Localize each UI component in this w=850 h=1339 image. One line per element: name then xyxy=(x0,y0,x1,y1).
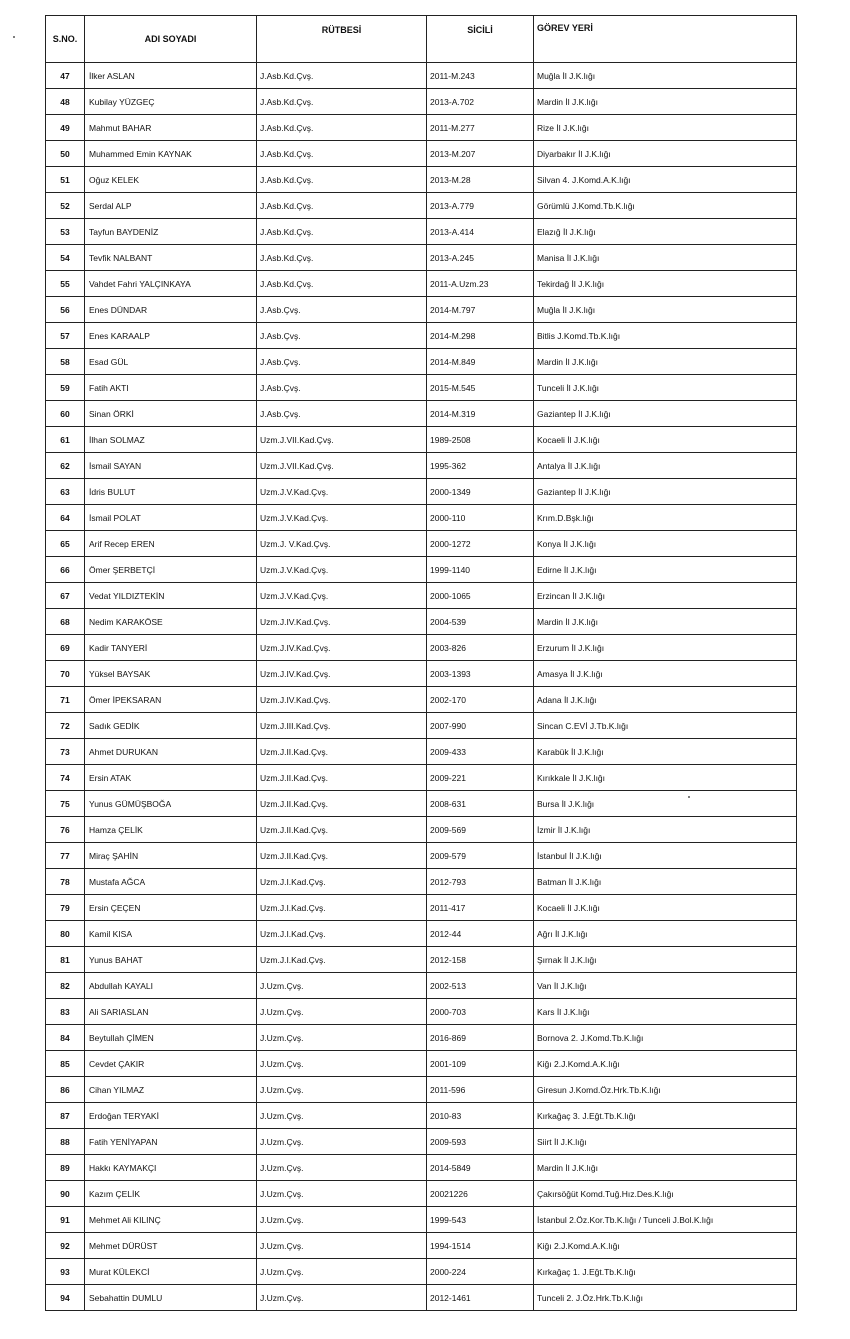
cell-no: 85 xyxy=(46,1051,85,1077)
cell-rank: J.Uzm.Çvş. xyxy=(257,1077,427,1103)
header-rank: RÜTBESİ xyxy=(257,16,427,63)
cell-rank: J.Asb.Kd.Çvş. xyxy=(257,245,427,271)
table-row xyxy=(46,843,797,869)
cell-registry: 2014-M.797 xyxy=(427,297,534,323)
table-row xyxy=(46,1233,797,1259)
cell-no: 92 xyxy=(46,1233,85,1259)
cell-no: 62 xyxy=(46,453,85,479)
cell-no: 57 xyxy=(46,323,85,349)
cell-rank: Uzm.J.V.Kad.Çvş. xyxy=(257,557,427,583)
cell-rank: J.Asb.Kd.Çvş. xyxy=(257,193,427,219)
cell-rank: J.Uzm.Çvş. xyxy=(257,1155,427,1181)
cell-no: 67 xyxy=(46,583,85,609)
cell-rank: J.Asb.Çvş. xyxy=(257,297,427,323)
cell-no: 70 xyxy=(46,661,85,687)
cell-name: Vedat YILDIZTEKİN xyxy=(85,583,257,609)
cell-duty: Kiğı 2.J.Komd.A.K.lığı xyxy=(534,1051,797,1077)
cell-registry: 2012-44 xyxy=(427,921,534,947)
cell-registry: 1999-543 xyxy=(427,1207,534,1233)
cell-duty: Şırnak İl J.K.lığı xyxy=(534,947,797,973)
cell-duty: Giresun J.Komd.Öz.Hrk.Tb.K.lığı xyxy=(534,1077,797,1103)
cell-duty: Erzurum İl J.K.lığı xyxy=(534,635,797,661)
table-row xyxy=(46,687,797,713)
cell-rank: Uzm.J.IV.Kad.Çvş. xyxy=(257,635,427,661)
cell-rank: Uzm.J.II.Kad.Çvş. xyxy=(257,791,427,817)
cell-name: Sebahattin DUMLU xyxy=(85,1285,257,1311)
cell-registry: 2013-M.207 xyxy=(427,141,534,167)
cell-name: Yunus GÜMÜŞBOĞA xyxy=(85,791,257,817)
cell-registry: 20021226 xyxy=(427,1181,534,1207)
cell-rank: J.Uzm.Çvş. xyxy=(257,1285,427,1311)
header-no: S.NO. xyxy=(46,16,85,63)
cell-rank: Uzm.J.IV.Kad.Çvş. xyxy=(257,687,427,713)
cell-name: Muhammed Emin KAYNAK xyxy=(85,141,257,167)
table-row xyxy=(46,479,797,505)
cell-duty: Konya İl J.K.lığı xyxy=(534,531,797,557)
cell-registry: 2007-990 xyxy=(427,713,534,739)
cell-name: Enes DÜNDAR xyxy=(85,297,257,323)
cell-duty: Tunceli 2. J.Öz.Hrk.Tb.K.lığı xyxy=(534,1285,797,1311)
cell-no: 82 xyxy=(46,973,85,999)
cell-duty: Batman İl J.K.lığı xyxy=(534,869,797,895)
cell-duty: Karabük İl J.K.lığı xyxy=(534,739,797,765)
cell-registry: 2011-596 xyxy=(427,1077,534,1103)
cell-duty: Bursa İl J.K.lığı xyxy=(534,791,797,817)
header-name: ADI SOYADI xyxy=(85,16,257,63)
cell-duty: Van İl J.K.lığı xyxy=(534,973,797,999)
cell-rank: Uzm.J.II.Kad.Çvş. xyxy=(257,765,427,791)
cell-registry: 2009-221 xyxy=(427,765,534,791)
table-row xyxy=(46,1207,797,1233)
cell-registry: 2009-593 xyxy=(427,1129,534,1155)
cell-registry: 2009-569 xyxy=(427,817,534,843)
cell-duty: Elazığ İl J.K.lığı xyxy=(534,219,797,245)
table-row xyxy=(46,1051,797,1077)
cell-registry: 2014-M.849 xyxy=(427,349,534,375)
cell-name: İsmail SAYAN xyxy=(85,453,257,479)
cell-name: Ersin ATAK xyxy=(85,765,257,791)
cell-registry: 2013-M.28 xyxy=(427,167,534,193)
table-row xyxy=(46,739,797,765)
cell-rank: Uzm.J.VII.Kad.Çvş. xyxy=(257,453,427,479)
cell-name: Arif Recep EREN xyxy=(85,531,257,557)
cell-name: Kadir TANYERİ xyxy=(85,635,257,661)
cell-name: Ahmet DURUKAN xyxy=(85,739,257,765)
table-row xyxy=(46,817,797,843)
cell-registry: 2014-M.319 xyxy=(427,401,534,427)
cell-no: 94 xyxy=(46,1285,85,1311)
cell-registry: 2003-826 xyxy=(427,635,534,661)
cell-rank: Uzm.J.I.Kad.Çvş. xyxy=(257,921,427,947)
cell-no: 71 xyxy=(46,687,85,713)
cell-registry: 2013-A.245 xyxy=(427,245,534,271)
cell-no: 68 xyxy=(46,609,85,635)
cell-name: Murat KÜLEKCİ xyxy=(85,1259,257,1285)
cell-registry: 2013-A.414 xyxy=(427,219,534,245)
cell-no: 52 xyxy=(46,193,85,219)
cell-duty: Edirne İl J.K.lığı xyxy=(534,557,797,583)
cell-duty: Muğla İl J.K.lığı xyxy=(534,63,797,89)
cell-registry: 1994-1514 xyxy=(427,1233,534,1259)
table-row xyxy=(46,63,797,89)
cell-name: Esad GÜL xyxy=(85,349,257,375)
cell-duty: Kars İl J.K.lığı xyxy=(534,999,797,1025)
cell-no: 76 xyxy=(46,817,85,843)
cell-name: Tevfik NALBANT xyxy=(85,245,257,271)
cell-name: Hamza ÇELİK xyxy=(85,817,257,843)
cell-rank: J.Uzm.Çvş. xyxy=(257,1233,427,1259)
table-row xyxy=(46,1259,797,1285)
cell-name: Ömer ŞERBETÇİ xyxy=(85,557,257,583)
table-row xyxy=(46,583,797,609)
cell-name: Mehmet DÜRÜST xyxy=(85,1233,257,1259)
cell-rank: Uzm.J.II.Kad.Çvş. xyxy=(257,817,427,843)
table-row xyxy=(46,349,797,375)
cell-name: Serdal ALP xyxy=(85,193,257,219)
cell-duty: Çakırsöğüt Komd.Tuğ.Hız.Des.K.lığı xyxy=(534,1181,797,1207)
table-row xyxy=(46,661,797,687)
table-row xyxy=(46,713,797,739)
cell-no: 72 xyxy=(46,713,85,739)
cell-duty: Ağrı İl J.K.lığı xyxy=(534,921,797,947)
cell-no: 80 xyxy=(46,921,85,947)
header-registry: SİCİLİ xyxy=(427,16,534,63)
cell-no: 83 xyxy=(46,999,85,1025)
cell-duty: Siirt İl J.K.lığı xyxy=(534,1129,797,1155)
cell-duty: Krım.D.Bşk.lığı xyxy=(534,505,797,531)
cell-registry: 2000-1272 xyxy=(427,531,534,557)
cell-name: Tayfun BAYDENİZ xyxy=(85,219,257,245)
cell-registry: 2000-1349 xyxy=(427,479,534,505)
cell-duty: İstanbul İl J.K.lığı xyxy=(534,843,797,869)
table-row xyxy=(46,531,797,557)
cell-name: Cevdet ÇAKIR xyxy=(85,1051,257,1077)
table-row xyxy=(46,557,797,583)
cell-name: Nedim KARAKÖSE xyxy=(85,609,257,635)
personnel-list-sheet xyxy=(45,15,792,1311)
table-row xyxy=(46,245,797,271)
cell-no: 58 xyxy=(46,349,85,375)
table-row xyxy=(46,89,797,115)
cell-registry: 2011-M.277 xyxy=(427,115,534,141)
cell-no: 77 xyxy=(46,843,85,869)
table-row xyxy=(46,1181,797,1207)
cell-no: 86 xyxy=(46,1077,85,1103)
cell-registry: 2008-631 xyxy=(427,791,534,817)
cell-registry: 2015-M.545 xyxy=(427,375,534,401)
table-row xyxy=(46,921,797,947)
cell-name: Yunus BAHAT xyxy=(85,947,257,973)
cell-name: Miraç ŞAHİN xyxy=(85,843,257,869)
cell-duty: Mardin İl J.K.lığı xyxy=(534,349,797,375)
cell-duty: Tekirdağ İl J.K.lığı xyxy=(534,271,797,297)
cell-name: Ersin ÇEÇEN xyxy=(85,895,257,921)
cell-rank: Uzm.J.III.Kad.Çvş. xyxy=(257,713,427,739)
cell-duty: Amasya İl J.K.lığı xyxy=(534,661,797,687)
cell-no: 47 xyxy=(46,63,85,89)
cell-registry: 2012-158 xyxy=(427,947,534,973)
cell-rank: J.Uzm.Çvş. xyxy=(257,1259,427,1285)
cell-registry: 2012-793 xyxy=(427,869,534,895)
cell-registry: 2012-1461 xyxy=(427,1285,534,1311)
cell-name: Kazım ÇELİK xyxy=(85,1181,257,1207)
cell-rank: J.Uzm.Çvş. xyxy=(257,999,427,1025)
cell-name: İdris BULUT xyxy=(85,479,257,505)
table-row xyxy=(46,115,797,141)
cell-rank: J.Asb.Kd.Çvş. xyxy=(257,271,427,297)
cell-duty: Diyarbakır İl J.K.lığı xyxy=(534,141,797,167)
table-row xyxy=(46,973,797,999)
cell-no: 88 xyxy=(46,1129,85,1155)
cell-rank: Uzm.J.IV.Kad.Çvş. xyxy=(257,661,427,687)
cell-rank: Uzm.J.IV.Kad.Çvş. xyxy=(257,609,427,635)
cell-rank: J.Asb.Kd.Çvş. xyxy=(257,141,427,167)
cell-registry: 2016-869 xyxy=(427,1025,534,1051)
cell-no: 75 xyxy=(46,791,85,817)
cell-duty: Sincan C.EVİ J.Tb.K.lığı xyxy=(534,713,797,739)
cell-duty: Kocaeli İl J.K.lığı xyxy=(534,895,797,921)
cell-name: Abdullah KAYALI xyxy=(85,973,257,999)
cell-rank: Uzm.J.I.Kad.Çvş. xyxy=(257,869,427,895)
cell-duty: Manisa İl J.K.lığı xyxy=(534,245,797,271)
header-duty: GÖREV YERİ xyxy=(534,16,797,63)
cell-no: 64 xyxy=(46,505,85,531)
cell-name: Oğuz KELEK xyxy=(85,167,257,193)
cell-name: Cihan YILMAZ xyxy=(85,1077,257,1103)
table-row xyxy=(46,1285,797,1311)
table-row xyxy=(46,609,797,635)
cell-registry: 2003-1393 xyxy=(427,661,534,687)
cell-registry: 2002-513 xyxy=(427,973,534,999)
cell-duty: Bitlis J.Komd.Tb.K.lığı xyxy=(534,323,797,349)
cell-rank: Uzm.J.II.Kad.Çvş. xyxy=(257,739,427,765)
table-row xyxy=(46,947,797,973)
table-row xyxy=(46,271,797,297)
cell-duty: Erzincan İl J.K.lığı xyxy=(534,583,797,609)
cell-registry: 2013-A.702 xyxy=(427,89,534,115)
cell-rank: J.Asb.Kd.Çvş. xyxy=(257,89,427,115)
cell-rank: J.Asb.Kd.Çvş. xyxy=(257,219,427,245)
cell-duty: Kırıkkale İl J.K.lığı xyxy=(534,765,797,791)
cell-duty: Mardin İl J.K.lığı xyxy=(534,89,797,115)
table-row xyxy=(46,1077,797,1103)
cell-name: Mahmut BAHAR xyxy=(85,115,257,141)
cell-duty: Kocaeli İl J.K.lığı xyxy=(534,427,797,453)
cell-rank: J.Asb.Kd.Çvş. xyxy=(257,115,427,141)
cell-duty: Kiğı 2.J.Komd.A.K.lığı xyxy=(534,1233,797,1259)
cell-duty: Adana İl J.K.lığı xyxy=(534,687,797,713)
cell-name: Vahdet Fahri YALÇINKAYA xyxy=(85,271,257,297)
cell-registry: 2004-539 xyxy=(427,609,534,635)
table-row xyxy=(46,453,797,479)
cell-no: 48 xyxy=(46,89,85,115)
table-row xyxy=(46,193,797,219)
cell-registry: 2011-M.243 xyxy=(427,63,534,89)
cell-duty: Rize İl J.K.lığı xyxy=(534,115,797,141)
cell-rank: Uzm.J.I.Kad.Çvş. xyxy=(257,895,427,921)
cell-no: 60 xyxy=(46,401,85,427)
cell-registry: 2010-83 xyxy=(427,1103,534,1129)
cell-registry: 2014-5849 xyxy=(427,1155,534,1181)
table-row xyxy=(46,219,797,245)
table-row xyxy=(46,999,797,1025)
cell-duty: Mardin İl J.K.lığı xyxy=(534,609,797,635)
cell-duty: Gaziantep İl J.K.lığı xyxy=(534,479,797,505)
cell-name: Ali SARIASLAN xyxy=(85,999,257,1025)
cell-duty: Kırkağaç 1. J.Eğt.Tb.K.lığı xyxy=(534,1259,797,1285)
table-row xyxy=(46,1155,797,1181)
table-header-row xyxy=(46,16,797,63)
table-body xyxy=(46,63,797,1311)
cell-name: Kamil KISA xyxy=(85,921,257,947)
cell-duty: Bornova 2. J.Komd.Tb.K.lığı xyxy=(534,1025,797,1051)
cell-no: 49 xyxy=(46,115,85,141)
cell-duty: Kırkağaç 3. J.Eğt.Tb.K.lığı xyxy=(534,1103,797,1129)
cell-rank: J.Uzm.Çvş. xyxy=(257,1129,427,1155)
cell-rank: J.Uzm.Çvş. xyxy=(257,1103,427,1129)
cell-name: Beytullah ÇİMEN xyxy=(85,1025,257,1051)
cell-registry: 2001-109 xyxy=(427,1051,534,1077)
scan-speck xyxy=(13,36,15,38)
cell-registry: 1989-2508 xyxy=(427,427,534,453)
cell-no: 61 xyxy=(46,427,85,453)
cell-name: Enes KARAALP xyxy=(85,323,257,349)
table-row xyxy=(46,869,797,895)
personnel-table xyxy=(45,15,797,1311)
cell-no: 50 xyxy=(46,141,85,167)
cell-rank: J.Uzm.Çvş. xyxy=(257,973,427,999)
cell-rank: Uzm.J.I.Kad.Çvş. xyxy=(257,947,427,973)
cell-no: 78 xyxy=(46,869,85,895)
cell-no: 89 xyxy=(46,1155,85,1181)
cell-no: 87 xyxy=(46,1103,85,1129)
cell-name: Hakkı KAYMAKÇI xyxy=(85,1155,257,1181)
table-row xyxy=(46,1103,797,1129)
cell-registry: 2013-A.779 xyxy=(427,193,534,219)
cell-rank: Uzm.J.V.Kad.Çvş. xyxy=(257,479,427,505)
cell-rank: J.Asb.Kd.Çvş. xyxy=(257,63,427,89)
cell-no: 59 xyxy=(46,375,85,401)
cell-rank: Uzm.J.V.Kad.Çvş. xyxy=(257,583,427,609)
table-row xyxy=(46,765,797,791)
cell-duty: Silvan 4. J.Komd.A.K.lığı xyxy=(534,167,797,193)
cell-name: Mustafa AĞCA xyxy=(85,869,257,895)
cell-rank: Uzm.J. V.Kad.Çvş. xyxy=(257,531,427,557)
cell-no: 66 xyxy=(46,557,85,583)
cell-name: Erdoğan TERYAKİ xyxy=(85,1103,257,1129)
cell-rank: J.Asb.Kd.Çvş. xyxy=(257,167,427,193)
cell-name: İlhan SOLMAZ xyxy=(85,427,257,453)
cell-duty: Tunceli İl J.K.lığı xyxy=(534,375,797,401)
cell-no: 53 xyxy=(46,219,85,245)
cell-name: Sinan ÖRKİ xyxy=(85,401,257,427)
cell-name: Mehmet Ali KILINÇ xyxy=(85,1207,257,1233)
cell-duty: Mardin İl J.K.lığı xyxy=(534,1155,797,1181)
cell-registry: 2011-A.Uzm.23 xyxy=(427,271,534,297)
cell-registry: 2000-1065 xyxy=(427,583,534,609)
cell-rank: Uzm.J.V.Kad.Çvş. xyxy=(257,505,427,531)
cell-name: Fatih AKTI xyxy=(85,375,257,401)
cell-name: Sadık GEDİK xyxy=(85,713,257,739)
cell-no: 93 xyxy=(46,1259,85,1285)
cell-no: 65 xyxy=(46,531,85,557)
cell-duty: Gaziantep İl J.K.lığı xyxy=(534,401,797,427)
cell-registry: 2011-417 xyxy=(427,895,534,921)
table-row xyxy=(46,297,797,323)
cell-rank: J.Uzm.Çvş. xyxy=(257,1025,427,1051)
cell-no: 55 xyxy=(46,271,85,297)
cell-duty: Muğla İl J.K.lığı xyxy=(534,297,797,323)
cell-registry: 2009-433 xyxy=(427,739,534,765)
cell-rank: J.Uzm.Çvş. xyxy=(257,1181,427,1207)
cell-no: 73 xyxy=(46,739,85,765)
cell-no: 90 xyxy=(46,1181,85,1207)
table-row xyxy=(46,635,797,661)
table-row xyxy=(46,505,797,531)
cell-name: Fatih YENİYAPAN xyxy=(85,1129,257,1155)
table-row xyxy=(46,323,797,349)
cell-registry: 2002-170 xyxy=(427,687,534,713)
cell-duty: Görümlü J.Komd.Tb.K.lığı xyxy=(534,193,797,219)
cell-rank: J.Uzm.Çvş. xyxy=(257,1207,427,1233)
table-row xyxy=(46,1025,797,1051)
cell-registry: 2014-M.298 xyxy=(427,323,534,349)
table-row xyxy=(46,401,797,427)
cell-no: 51 xyxy=(46,167,85,193)
cell-name: İsmail POLAT xyxy=(85,505,257,531)
cell-rank: J.Asb.Çvş. xyxy=(257,323,427,349)
cell-name: Ömer İPEKSARAN xyxy=(85,687,257,713)
cell-registry: 2009-579 xyxy=(427,843,534,869)
cell-registry: 2000-110 xyxy=(427,505,534,531)
cell-no: 63 xyxy=(46,479,85,505)
table-row xyxy=(46,1129,797,1155)
table-row xyxy=(46,141,797,167)
cell-registry: 2000-224 xyxy=(427,1259,534,1285)
cell-rank: Uzm.J.VII.Kad.Çvş. xyxy=(257,427,427,453)
table-row xyxy=(46,895,797,921)
table-row xyxy=(46,375,797,401)
cell-registry: 1999-1140 xyxy=(427,557,534,583)
cell-rank: J.Asb.Çvş. xyxy=(257,349,427,375)
table-row xyxy=(46,167,797,193)
cell-no: 56 xyxy=(46,297,85,323)
table-row xyxy=(46,427,797,453)
cell-rank: J.Asb.Çvş. xyxy=(257,401,427,427)
cell-duty: İstanbul 2.Öz.Kor.Tb.K.lığı / Tunceli J.Bol.K.lığı xyxy=(534,1207,797,1233)
cell-name: İlker ASLAN xyxy=(85,63,257,89)
cell-no: 81 xyxy=(46,947,85,973)
cell-name: Kubilay YÜZGEÇ xyxy=(85,89,257,115)
cell-no: 91 xyxy=(46,1207,85,1233)
cell-no: 74 xyxy=(46,765,85,791)
cell-rank: J.Asb.Çvş. xyxy=(257,375,427,401)
cell-duty: Antalya İl J.K.lığı xyxy=(534,453,797,479)
cell-no: 54 xyxy=(46,245,85,271)
cell-name: Yüksel BAYSAK xyxy=(85,661,257,687)
cell-registry: 1995-362 xyxy=(427,453,534,479)
cell-registry: 2000-703 xyxy=(427,999,534,1025)
cell-rank: Uzm.J.II.Kad.Çvş. xyxy=(257,843,427,869)
cell-no: 69 xyxy=(46,635,85,661)
table-row xyxy=(46,791,797,817)
cell-duty: İzmir İl J.K.lığı xyxy=(534,817,797,843)
cell-rank: J.Uzm.Çvş. xyxy=(257,1051,427,1077)
cell-no: 84 xyxy=(46,1025,85,1051)
cell-no: 79 xyxy=(46,895,85,921)
